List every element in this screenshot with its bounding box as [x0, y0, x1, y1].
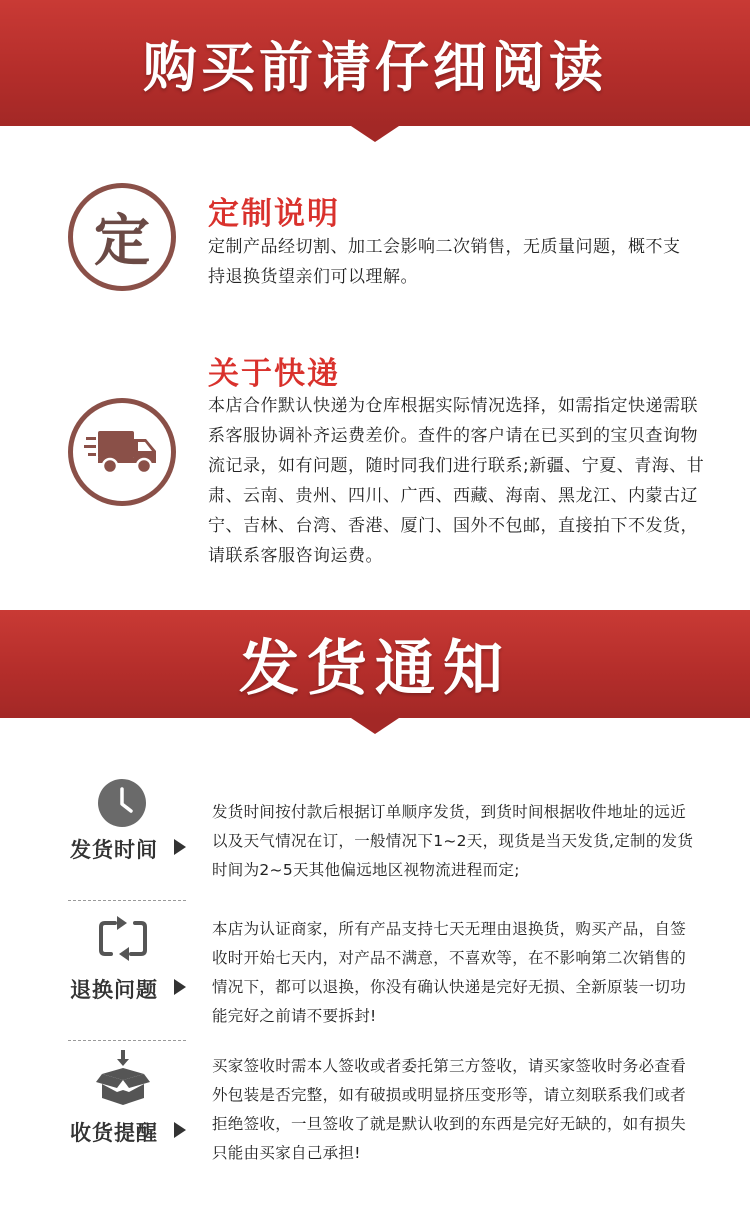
shipping-label-return: 退换问题	[70, 978, 158, 1002]
shipping-label-receive: 收货提醒	[70, 1121, 158, 1145]
truck-icon	[68, 398, 176, 506]
custom-icon	[68, 183, 176, 291]
express-heading: 关于快递	[208, 356, 340, 392]
header-banner	[0, 0, 750, 126]
express-body: 本店合作默认快递为仓库根据实际情况选择，如需指定快递需联系客服协调补齐运费差价。查件的客户请在已买到的宝贝查询物流记录，如有问题，随时同我们进行联系;新疆、宁夏、青海、甘肃、云南、贵州、四川、广西、西藏、海南、黑龙江、内蒙古辽宁、吉林、台湾、香港、厦门、国外不包邮，直接拍下不发货，请联系客服咨询运费。	[208, 396, 705, 566]
shipping-text-time: 发货时间按付款后根据订单顺序发货，到货时间根据收件地址的远近以及天气情况在订，一般情况下1~2天，现货是当天发货,定制的发货时间为2~5天其他偏远地区视物流进程而定;	[212, 803, 694, 879]
shipping-banner-title: 发货通知	[239, 634, 511, 704]
banner-title: 购买前请仔细阅读	[143, 35, 607, 99]
shipping-row-return	[0, 900, 750, 1040]
arrow-right-icon	[174, 839, 186, 855]
shipping-text-receive: 买家签收时需本人签收或者委托第三方签收，请买家签收时务必查看外包装是否完整，如有破损或明显挤压变形等，请立刻联系我们或者拒绝签收，一旦签收了就是默认收到的东西是完好无缺的，如有损失只能由买家自己承担!	[212, 1057, 687, 1162]
shipping-row-receive	[0, 1040, 750, 1190]
arrow-right-icon	[174, 979, 186, 995]
arrow-right-icon	[174, 1122, 186, 1138]
banner-notch	[351, 126, 399, 142]
shipping-text-return: 本店为认证商家，所有产品支持七天无理由退换货，购买产品，自签收时开始七天内，对产品不满意，不喜欢等，在不影响第二次销售的情况下，都可以退换，你没有确认快递是完好无损、全新原装一切功能完好之前请不要拆封!	[212, 920, 687, 1025]
shipping-row-time	[0, 760, 750, 900]
shipping-label-time: 发货时间	[70, 838, 158, 862]
custom-heading: 定制说明	[208, 196, 340, 232]
exchange-icon	[97, 914, 149, 968]
package-icon	[96, 1050, 150, 1110]
clock-icon	[97, 778, 147, 832]
shipping-banner	[0, 610, 750, 718]
custom-icon-char: 定	[94, 209, 150, 274]
banner-notch	[351, 718, 399, 734]
custom-body: 定制产品经切割、加工会影响二次销售，无质量问题，概不支持退换货望亲们可以理解。	[208, 237, 681, 287]
